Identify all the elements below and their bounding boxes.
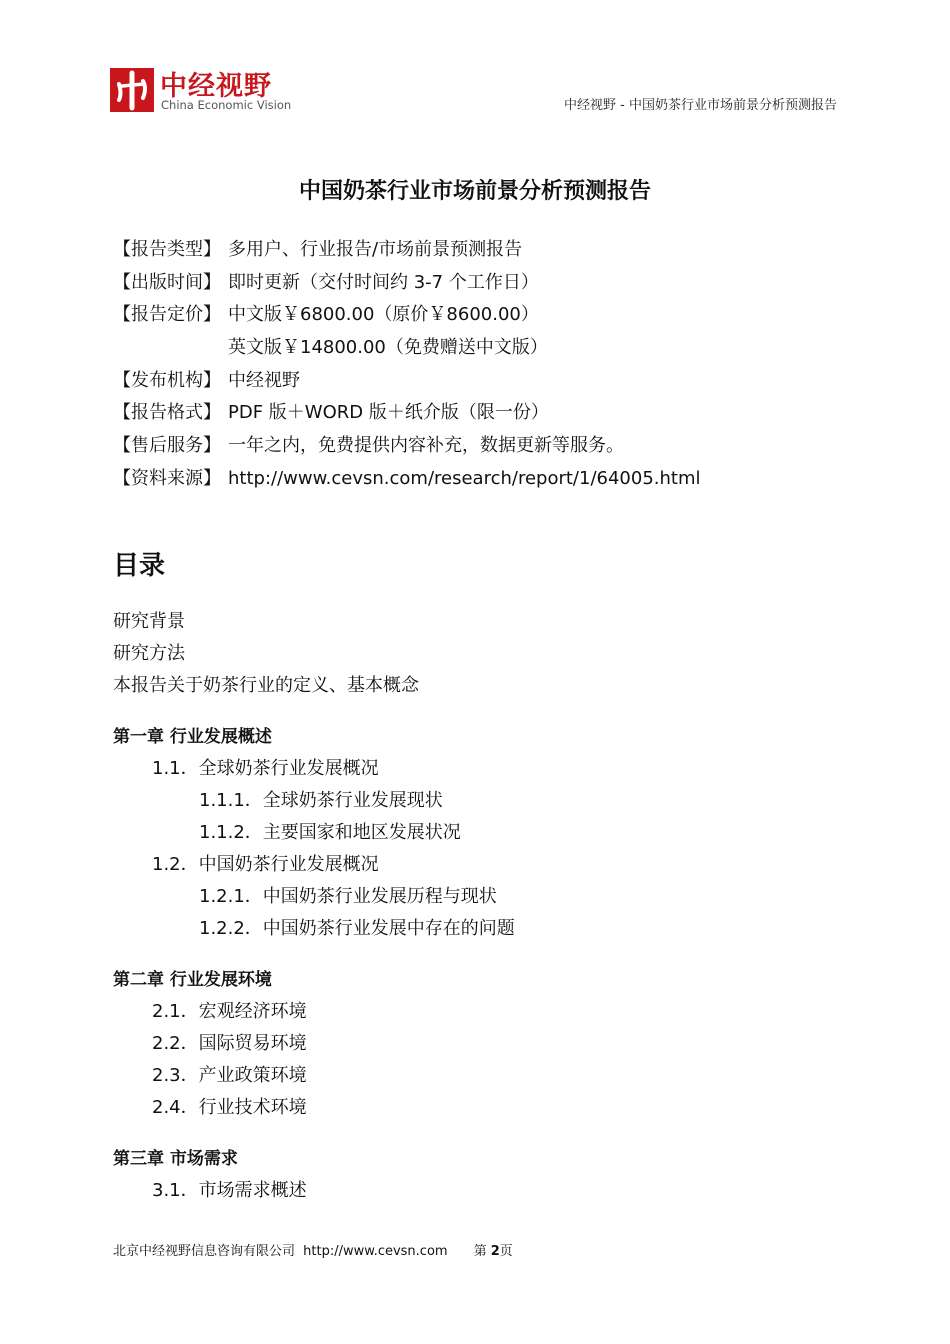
page-number — [474, 1244, 517, 1259]
toc-item: 研究方法 — [113, 643, 185, 664]
info-label: 【出版时间】 — [113, 271, 221, 293]
toc-chapter-2: 第二章 行业发展环境 — [113, 970, 272, 990]
toc-section: 1.2．中国奶茶行业发展概况 — [152, 854, 379, 875]
report-info — [113, 234, 853, 496]
footer-company: 北京中经视野信息咨询有限公司 — [113, 1244, 296, 1259]
footer-url[interactable]: http://www.cevsn.com — [303, 1244, 448, 1259]
toc-section: 1.1．全球奶茶行业发展概况 — [152, 758, 379, 779]
toc-item: 本报告关于奶茶行业的定义、基本概念 — [113, 675, 419, 696]
info-row-service — [113, 430, 853, 463]
info-value: 英文版￥14800.00（免费赠送中文版） — [228, 337, 548, 359]
toc-chapter-3: 第三章 市场需求 — [113, 1149, 238, 1169]
info-label: 【报告定价】 — [113, 304, 221, 326]
page-footer — [113, 1240, 521, 1259]
info-label: 【资料来源】 — [113, 467, 221, 489]
info-value: PDF 版＋WORD 版＋纸介版（限一份） — [228, 402, 549, 424]
toc-chapter-1: 第一章 行业发展概述 — [113, 727, 272, 747]
page-suffix: 页 — [499, 1244, 513, 1259]
info-row-price-en — [113, 332, 853, 365]
toc-subsection: 1.1.1．全球奶茶行业发展现状 — [199, 790, 443, 811]
page-number-value: 2 — [490, 1244, 500, 1259]
info-row-org — [113, 365, 853, 398]
info-label: 【售后服务】 — [113, 435, 221, 457]
page-prefix: 第 — [473, 1244, 487, 1259]
info-row-source — [113, 463, 853, 496]
info-value: 即时更新（交付时间约 3-7 个工作日） — [228, 271, 539, 293]
logo-mark-icon — [110, 68, 154, 112]
company-logo — [110, 66, 300, 114]
info-value: 中文版￥6800.00（原价￥8600.00） — [228, 304, 539, 326]
toc-section: 2.2．国际贸易环境 — [152, 1033, 307, 1054]
toc-subsection: 1.2.2．中国奶茶行业发展中存在的问题 — [199, 918, 515, 939]
toc-section: 3.1．市场需求概述 — [152, 1180, 307, 1201]
info-row-type — [113, 234, 853, 267]
info-value: 多用户、行业报告/市场前景预测报告 — [228, 239, 523, 260]
info-row-price — [113, 299, 853, 332]
toc-section: 2.4．行业技术环境 — [152, 1097, 307, 1118]
toc-heading: 目录 — [113, 551, 166, 581]
report-title: 中国奶茶行业市场前景分析预测报告 — [298, 179, 651, 204]
source-link[interactable]: http://www.cevsn.com/research/report/1/64005.html — [228, 467, 701, 489]
info-label: 【报告类型】 — [113, 239, 221, 260]
toc-subsection: 1.1.2．主要国家和地区发展状况 — [199, 822, 461, 843]
info-value: 中经视野 — [228, 369, 300, 391]
running-header: 中经视野 - 中国奶茶行业市场前景分析预测报告 — [564, 98, 837, 113]
info-value: 一年之内，免费提供内容补充，数据更新等服务。 — [228, 435, 624, 457]
table-of-contents — [113, 606, 853, 1207]
info-label: 【报告格式】 — [113, 402, 221, 424]
toc-item: 研究背景 — [113, 611, 185, 632]
info-label: 【发布机构】 — [113, 369, 221, 391]
logo-text-cn: 中经视野 — [160, 71, 272, 102]
logo-text-en: China Economic Vision — [161, 98, 292, 112]
toc-section: 2.3．产业政策环境 — [152, 1065, 307, 1086]
info-row-time — [113, 267, 853, 300]
info-row-format — [113, 397, 853, 430]
toc-subsection: 1.2.1．中国奶茶行业发展历程与现状 — [199, 886, 497, 907]
toc-section: 2.1．宏观经济环境 — [152, 1001, 307, 1022]
